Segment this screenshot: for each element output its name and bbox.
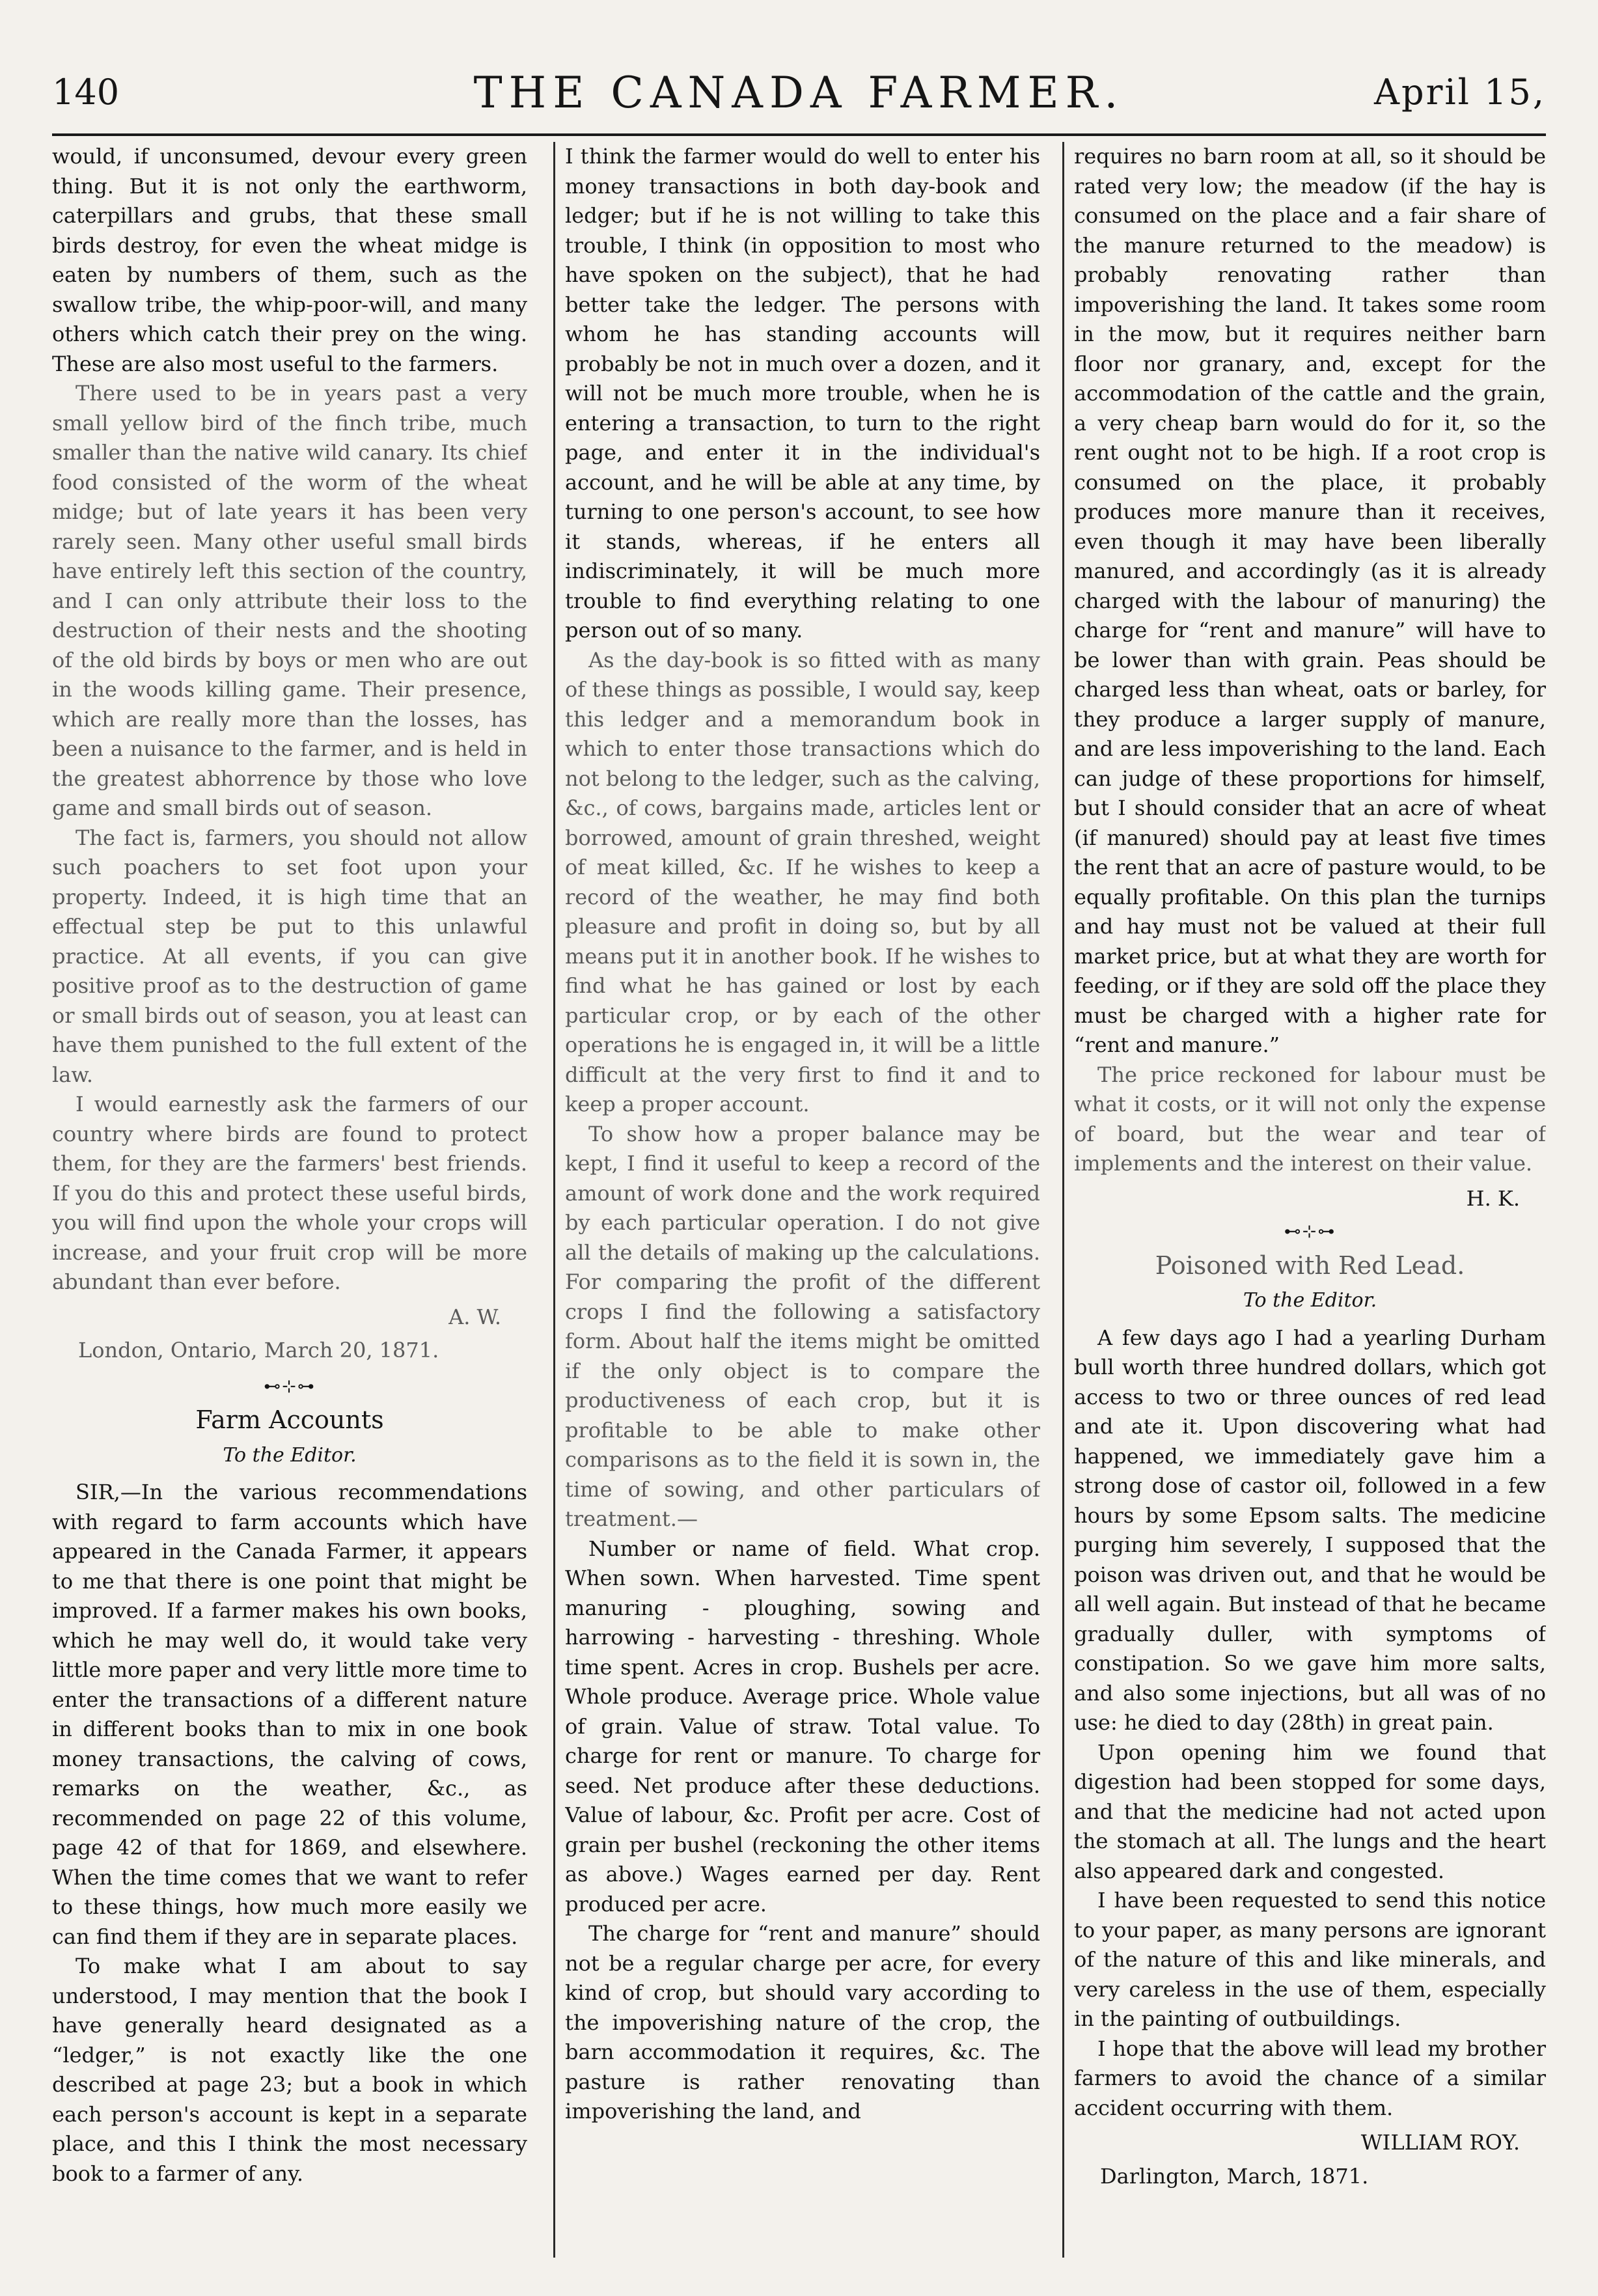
issue-date: April 15, [1374, 72, 1546, 113]
page-header [52, 68, 1546, 137]
dateline: Darlington, March, 1871. [1100, 2163, 1369, 2189]
paragraph: As the day-book is so fitted with as many of these things as possible, I would say, keep this ledger and a memorandum book in which to enter those transactions which do not belong to the ledger, such as the calving, &c., of cows, bargains made, articles lent or borrowed, amount of grain threshed, weight of meat killed, &c. If he wishes to keep a record of the weather, he may find both pleasure and profit in doing so, but by all means put it in another book. If he wishes to find what he has gained or lost by each particular crop, or by each of the other operations he is engaged in, it will be a little difficult at the very first to find it and to keep a proper account. [565, 647, 1040, 1116]
paragraph: The price reckoned for labour must be what it costs, or it will not only the expense of board, but the wear and tear of implements and the interest on their value. [1074, 1062, 1546, 1176]
column-1 [52, 142, 527, 2258]
salutation-line: To the Editor. [1243, 1289, 1377, 1312]
paragraph: A few days ago I had a yearling Durham bull worth three hundred dollars, which got access to two or three ounces of red lead and ate it. Upon discovering what had happened, we immediately gave him a strong dose of castor oil, followed in a few hours by some Epsom salts. The medicine purging him severely, I supposed that the poison was driven out, and that he would be all well again. But instead of that he became gradually duller, with symptoms of constipation. So we gave him more salts, and also some injections, but all was of no use: he died to day (28th) in great pain. [1074, 1325, 1546, 1735]
article-heading: Farm Accounts [195, 1405, 384, 1434]
paragraph: I have been requested to send this notice to your paper, as many persons are ignorant of the nature of this and like minerals, and very careless in the use of them, especially in the painting of outbuildings. [1074, 1888, 1546, 2031]
column-2 [565, 142, 1040, 2258]
paragraph: The fact is, farmers, you should not allow such poachers to set foot upon your property. Indeed, it is high time that an effectual step be put to this unlawful practice. At all events, if you can give positive proof as to the destruction of game or small birds out of season, you at least can have them punished to the full extent of the law. [52, 825, 527, 1087]
header-rule [52, 133, 1546, 136]
paragraph: I think the farmer would do well to enter his money transactions in both day-book and ledger; but if he is not willing to take this trouble, I think (in opposition to most who have spoken on the subject), that he had better take the ledger. The persons with whom he has standing accounts will probably be not in much over a dozen, and it will not be much more trouble, when he is entering a transaction, to turn to the right page, and enter it in the individual's account, and he will be able at any time, by turning to one person's account, to see how it stands, whereas, if he enters all indiscriminately, it will be much more trouble to find everything relating to one person out of so many. [565, 144, 1040, 643]
section-ornament: ⊷⊹⊶ [1284, 1222, 1336, 1241]
paragraph: The charge for “rent and manure” should not be a regular charge per acre, for every kind of crop, but should vary according to the impoverishing nature of the crop, the barn accommodation it requires, &c. The pasture is rather renovating than impoverishing the land, and [565, 1921, 1040, 2123]
paragraph: I would earnestly ask the farmers of our country where birds are found to protect them, for they are the farmers' best friends. If you do this and protect these useful birds, you will find upon the whole your crops will increase, and your fruit crop will be more abundant than ever before. [52, 1092, 527, 1294]
paragraph: I hope that the above will lead my brother farmers to avoid the chance of a similar accident occurring with them. [1074, 2036, 1546, 2120]
dateline: London, Ontario, March 20, 1871. [78, 1338, 439, 1362]
masthead-title: THE CANADA FARMER. [473, 68, 1125, 118]
signature: WILLIAM ROY. [1360, 2130, 1520, 2155]
column-3 [1074, 142, 1546, 2258]
paragraph: Number or name of field. What crop. When sown. When harvested. Time spent manuring - ploughing, sowing and harrowing - harvesting - threshing. Whole time spent. Acres in crop. Bushels per acre. Whole produce. Average price. Whole value of grain. Value of straw. Total value. To charge for rent or manure. To charge for seed. Net produce after these deductions. Value of labour, &c. Profit per acre. Cost of grain per bushel (reckoning the other items as above.) Wages earned per day. Rent produced per acre. [565, 1536, 1040, 1916]
paragraph: would, if unconsumed, devour every green thing. But it is not only the earthworm, caterpillars and grubs, that these small birds destroy, for even the wheat midge is eaten by numbers of them, such as the swallow tribe, the whip-poor-will, and many others which catch their prey on the wing. These are also most useful to the farmers. [52, 144, 527, 376]
paragraph: To show how a proper balance may be kept, I find it useful to keep a record of the amount of work done and the work required by each particular operation. I do not give all the details of making up the calculations. For comparing the profit of the different crops I find the following a satisfactory form. About half the items might be omitted if the only object is to compare the productiveness of each crop, but it is profitable to be able to make other comparisons as to the field it is sown in, the time of sowing, and other particulars of treatment.— [565, 1121, 1040, 1531]
column-divider [553, 142, 555, 2258]
signature: A. W. [448, 1304, 501, 1329]
paragraph: There used to be in years past a very small yellow bird of the finch tribe, much smaller than the native wild canary. Its chief food consisted of the worm of the wheat midge; but of late years it has been very rarely seen. Many other useful small birds have entirely left this section of the country, and I can only attribute their loss to the destruction of their nests and the shooting of the old birds by boys or men who are out in the woods killing game. Their presence, which are really more than the losses, has been a nuisance to the farmer, and is held in the greatest abhorrence by those who love game and small birds out of season. [52, 381, 527, 820]
section-ornament: ⊷⊹⊶ [264, 1376, 316, 1396]
article-heading: Poisoned with Red Lead. [1155, 1251, 1465, 1280]
paragraph: SIR,—In the various recommendations with regard to farm accounts which have appeared in the Canada Farmer, it appears to me that there is one point that might be improved. If a farmer makes his own books, which he may well do, it would take very little more paper and very little more time to enter the transactions of a different nature in different books than to mix in one book money transactions, the calving of cows, remarks on the weather, &c., as recommended on page 22 of this volume, page 42 of that for 1869, and elsewhere. When the time comes that we want to refer to these things, how much more easily we can find them if they are in separate places. [52, 1480, 527, 1949]
column-divider [1062, 142, 1064, 2258]
paragraph: requires no barn room at all, so it should be rated very low; the meadow (if the hay is consumed on the place and a fair share of the manure returned to the meadow) is probably renovating rather than impoverishing the land. It takes some room in the mow, but it requires neither barn floor nor granary, and, except for the accommodation of the cattle and the grain, a very cheap barn would do for it, so the rent ought not to be high. If a root crop is consumed on the place, it probably produces more manure than it receives, even though it may have been liberally manured, and accordingly (as it is already charged with the labour of manuring) the charge for “rent and manure” will have to be lower than with grain. Peas should be charged less than wheat, oats or barley, for they produce a larger supply of manure, and are less impoverishing to the land. Each can judge of these proportions for himself, but I should consider that an acre of wheat (if manured) should pay at least five times the rent that an acre of pasture would, to be equally profitable. On this plan the turnips and hay must not be valued at their full market price, but at what they are worth for feeding, or if they are sold off the place they must be charged with a higher rate for “rent and manure.” [1074, 144, 1546, 1057]
paragraph: Upon opening him we found that digestion had been stopped for some days, and that the medicine had not acted upon the stomach at all. The lungs and the heart also appeared dark and congested. [1074, 1739, 1546, 1883]
paragraph: To make what I am about to say understood, I may mention that the book I have generally heard designated as a “ledger,” is not exactly like the one described at page 23; but a book in which each person's account is kept in a separate place, and this I think the most necessary book to a farmer of any. [52, 1954, 527, 2186]
signature: H. K. [1466, 1185, 1520, 1211]
salutation-line: To the Editor. [223, 1443, 357, 1467]
page-number: 140 [52, 72, 120, 113]
